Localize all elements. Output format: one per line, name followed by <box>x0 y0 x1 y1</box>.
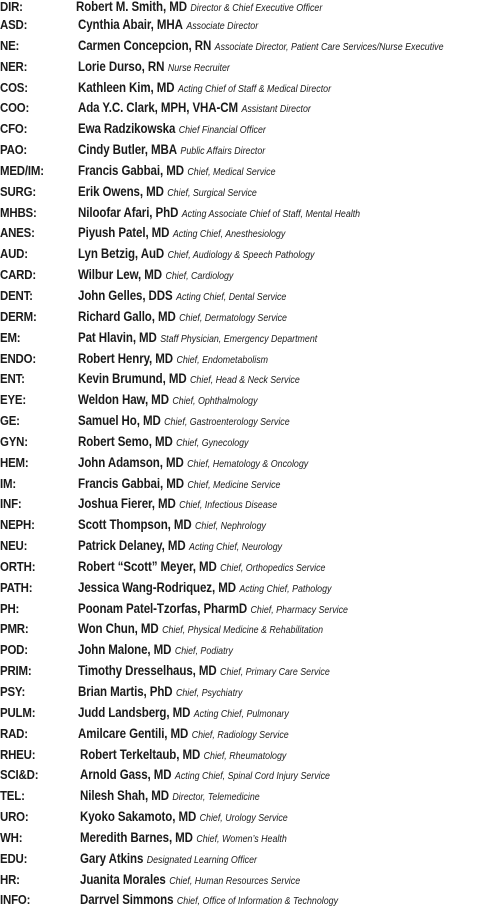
department-code: INF: <box>0 496 22 512</box>
staff-title: Chief, Women’s Health <box>196 833 287 845</box>
staff-title: Designated Learning Officer <box>146 854 257 866</box>
staff-title: Chief Financial Officer <box>178 125 266 137</box>
staff-name: Meredith Barnes, MD <box>80 829 193 845</box>
staff-entry <box>78 578 331 599</box>
staff-name: Samuel Ho, MD <box>78 413 161 429</box>
directory-row <box>0 578 498 599</box>
staff-entry <box>78 349 268 370</box>
staff-title: Chief, Endometabolism <box>176 354 269 366</box>
staff-entry <box>78 599 348 620</box>
staff-name: Won Chun, MD <box>78 621 159 637</box>
department-code: RAD: <box>0 725 28 741</box>
staff-entry <box>78 203 360 224</box>
directory-row <box>0 349 498 370</box>
staff-name: Kevin Brumund, MD <box>78 371 187 387</box>
staff-name: Arnold Gass, MD <box>80 767 172 783</box>
staff-title: Chief, Primary Care Service <box>220 667 330 679</box>
staff-name: Brian Martis, PhD <box>78 684 173 699</box>
department-code: PRIM: <box>0 663 32 679</box>
staff-title: Chief, Infectious Disease <box>179 500 278 512</box>
department-code: URO: <box>0 809 29 825</box>
staff-entry <box>78 286 286 307</box>
directory-row <box>0 307 498 328</box>
department-code: GE: <box>0 413 20 429</box>
directory-row <box>0 0 498 15</box>
department-code: SURG: <box>0 183 36 199</box>
staff-name: Robert Terkeltaub, MD <box>80 746 201 762</box>
department-code: ORTH: <box>0 558 36 574</box>
directory-row <box>0 161 498 182</box>
department-code: PMR: <box>0 621 29 637</box>
staff-title: Chief, Hematology & Oncology <box>187 458 309 470</box>
staff-title: Chief, Physical Medicine & Rehabilitation <box>162 625 324 637</box>
staff-title: Acting Chief, Pathology <box>239 583 332 595</box>
staff-entry <box>78 36 444 57</box>
staff-entry <box>78 619 323 640</box>
staff-name: Amilcare Gentili, MD <box>78 725 189 741</box>
directory-row <box>0 244 498 265</box>
department-code: NEU: <box>0 538 28 554</box>
staff-title: Associate Director, Patient Care Services/Nurse Executive <box>214 41 444 53</box>
staff-entry <box>78 223 285 244</box>
staff-entry <box>78 724 289 745</box>
staff-name: Gary Atkins <box>80 850 144 866</box>
staff-name: Kyoko Sakamoto, MD <box>80 809 197 825</box>
staff-entry <box>80 786 260 807</box>
staff-name: Timothy Dresselhaus, MD <box>78 663 217 679</box>
staff-entry <box>78 98 311 119</box>
directory-row <box>0 745 498 766</box>
staff-name: Juanita Morales <box>80 871 166 887</box>
department-code: MHBS: <box>0 204 37 220</box>
staff-name: John Gelles, DDS <box>78 287 173 303</box>
department-code: INFO: <box>0 892 31 908</box>
staff-title: Chief, Office of Information & Technology <box>176 896 339 908</box>
staff-entry <box>80 765 330 786</box>
directory-row <box>0 140 498 161</box>
staff-title: Associate Director <box>186 21 259 32</box>
staff-title: Chief, Dermatology Service <box>179 312 287 324</box>
staff-name: Robert Semo, MD <box>78 433 173 449</box>
staff-name: Cynthia Abair, MHA <box>78 17 183 32</box>
staff-title: Chief, Ophthalmology <box>172 396 258 408</box>
directory-row <box>0 682 498 703</box>
staff-entry <box>78 57 230 78</box>
staff-name: John Adamson, MD <box>78 454 184 470</box>
directory-row <box>0 474 498 495</box>
staff-title: Assistant Director <box>241 104 311 116</box>
staff-name: Carmen Concepcion, RN <box>78 37 212 53</box>
staff-name: Nilesh Shah, MD <box>80 788 169 804</box>
directory-row <box>0 828 498 849</box>
staff-entry <box>78 515 266 536</box>
directory-row <box>0 619 498 640</box>
staff-title: Chief, Orthopedics Service <box>220 562 326 574</box>
directory-row <box>0 640 498 661</box>
staff-entry <box>78 78 331 99</box>
department-code: EYE: <box>0 392 27 408</box>
staff-name: Poonam Patel-Tzorfas, PharmD <box>78 600 248 616</box>
staff-entry <box>78 682 242 703</box>
directory-row <box>0 515 498 536</box>
staff-title: Chief, Medicine Service <box>187 479 281 491</box>
staff-title: Chief, Nephrology <box>195 521 266 533</box>
department-code: NER: <box>0 58 28 74</box>
department-code: WH: <box>0 829 23 845</box>
directory-row <box>0 557 498 578</box>
staff-title: Chief, Rheumatology <box>203 750 287 762</box>
staff-entry <box>78 161 276 182</box>
directory-row <box>0 98 498 119</box>
staff-name: Richard Gallo, MD <box>78 308 176 324</box>
staff-entry <box>78 640 233 661</box>
department-code: AUD: <box>0 246 28 262</box>
directory-row <box>0 453 498 474</box>
staff-entry <box>78 432 248 453</box>
department-code: COO: <box>0 100 30 116</box>
department-code: HR: <box>0 871 20 887</box>
staff-entry <box>78 474 280 495</box>
directory-row <box>0 807 498 828</box>
staff-title: Chief, Gynecology <box>176 437 249 449</box>
staff-name: Pat Hlavin, MD <box>78 329 157 345</box>
staff-title: Acting Chief of Staff & Medical Director <box>177 83 332 95</box>
staff-name: Jessica Wang-Rodriquez, MD <box>78 579 236 595</box>
department-code: PSY: <box>0 684 26 699</box>
staff-title: Chief, Medical Service <box>187 166 276 178</box>
staff-entry <box>78 15 258 36</box>
department-code: CFO: <box>0 121 28 137</box>
staff-entry <box>78 328 317 349</box>
staff-title: Chief, Radiology Service <box>191 729 289 741</box>
staff-title: Director & Chief Executive Officer <box>190 3 323 14</box>
staff-entry <box>80 849 257 870</box>
department-code: DIR: <box>0 0 23 14</box>
directory-row <box>0 411 498 432</box>
staff-entry <box>78 265 233 286</box>
department-code: COS: <box>0 79 28 95</box>
staff-name: Erik Owens, MD <box>78 183 164 199</box>
directory-row <box>0 661 498 682</box>
directory-row <box>0 182 498 203</box>
department-code: EM: <box>0 329 21 345</box>
staff-entry <box>80 745 286 766</box>
staff-name: Piyush Patel, MD <box>78 225 170 241</box>
staff-entry <box>78 661 330 682</box>
staff-entry <box>78 703 289 724</box>
department-code: NE: <box>0 37 20 53</box>
staff-entry <box>78 182 257 203</box>
department-code: TEL: <box>0 788 25 804</box>
department-code: PAO: <box>0 142 28 158</box>
staff-name: Francis Gabbai, MD <box>78 475 184 491</box>
staff-name: Niloofar Afari, PhD <box>78 204 179 220</box>
directory-row <box>0 203 498 224</box>
directory-row <box>0 286 498 307</box>
directory-row <box>0 432 498 453</box>
staff-name: Wilbur Lew, MD <box>78 267 162 283</box>
staff-title: Chief, Human Resources Service <box>169 875 301 887</box>
staff-entry <box>78 244 314 265</box>
department-code: HEM: <box>0 454 29 470</box>
staff-name: Patrick Delaney, MD <box>78 538 186 554</box>
directory-row <box>0 78 498 99</box>
department-code: RHEU: <box>0 746 36 762</box>
directory-row <box>0 119 498 140</box>
staff-title: Nurse Recruiter <box>167 62 230 74</box>
department-code: POD: <box>0 642 28 658</box>
staff-name: Robert M. Smith, MD <box>76 0 187 14</box>
directory-row <box>0 494 498 515</box>
department-code: ENDO: <box>0 350 36 366</box>
directory-row <box>0 328 498 349</box>
staff-name: Scott Thompson, MD <box>78 517 192 533</box>
directory-row <box>0 786 498 807</box>
department-code: SCI&D: <box>0 767 39 783</box>
department-code: PH: <box>0 600 20 616</box>
directory-row <box>0 57 498 78</box>
staff-entry <box>78 119 266 140</box>
directory-row <box>0 223 498 244</box>
department-code: MED/IM: <box>0 162 44 178</box>
staff-name: Joshua Fierer, MD <box>78 496 176 512</box>
staff-entry <box>76 0 322 15</box>
staff-entry <box>78 307 287 328</box>
staff-title: Acting Chief, Anesthesiology <box>172 229 286 241</box>
department-code: ENT: <box>0 371 25 387</box>
staff-entry <box>78 536 282 557</box>
staff-title: Acting Chief, Spinal Cord Injury Service <box>174 771 330 783</box>
directory-row <box>0 765 498 786</box>
staff-name: Ada Y.C. Clark, MPH, VHA-CM <box>78 100 239 116</box>
staff-name: Ewa Radzikowska <box>78 121 176 137</box>
staff-name: Judd Landsberg, MD <box>78 704 191 720</box>
directory-row <box>0 703 498 724</box>
department-code: ANES: <box>0 225 35 241</box>
staff-title: Chief, Urology Service <box>199 813 288 825</box>
staff-title: Director, Telemedicine <box>172 792 260 804</box>
staff-title: Acting Chief, Dental Service <box>176 291 287 303</box>
department-code: PATH: <box>0 579 33 595</box>
directory-row <box>0 36 498 57</box>
staff-title: Chief, Pharmacy Service <box>250 604 348 616</box>
department-code: EDU: <box>0 850 28 866</box>
directory-row <box>0 849 498 870</box>
staff-name: Darrvel Simmons <box>80 892 174 908</box>
department-code: NEPH: <box>0 517 35 533</box>
staff-name: Cindy Butler, MBA <box>78 142 177 158</box>
staff-entry <box>78 369 300 390</box>
staff-title: Acting Chief, Pulmonary <box>193 708 289 720</box>
staff-title: Acting Associate Chief of Staff, Mental Health <box>181 208 361 220</box>
staff-title: Chief, Psychiatry <box>175 688 243 699</box>
staff-name: Weldon Haw, MD <box>78 392 169 408</box>
directory-row <box>0 724 498 745</box>
directory-row <box>0 599 498 620</box>
directory-row <box>0 369 498 390</box>
staff-title: Chief, Cardiology <box>165 271 234 283</box>
staff-title: Acting Chief, Neurology <box>189 542 283 554</box>
directory-row <box>0 15 498 36</box>
staff-name: Kathleen Kim, MD <box>78 79 175 95</box>
staff-name: John Malone, MD <box>78 642 172 658</box>
staff-entry <box>78 390 258 411</box>
staff-title: Chief, Head & Neck Service <box>190 375 300 387</box>
staff-name: Francis Gabbai, MD <box>78 162 184 178</box>
staff-title: Chief, Surgical Service <box>167 187 257 199</box>
department-code: ASD: <box>0 17 28 32</box>
staff-title: Chief, Audiology & Speech Pathology <box>167 250 315 262</box>
staff-title: Chief, Podiatry <box>174 646 233 658</box>
staff-entry <box>78 453 308 474</box>
staff-entry <box>78 140 265 161</box>
department-code: DERM: <box>0 308 37 324</box>
staff-title: Chief, Gastroenterology Service <box>164 417 290 429</box>
staff-name: Lorie Durso, RN <box>78 58 165 74</box>
staff-title: Public Affairs Director <box>180 146 266 158</box>
directory-row <box>0 265 498 286</box>
department-code: GYN: <box>0 433 28 449</box>
staff-entry <box>78 494 277 515</box>
staff-name: Lyn Betzig, AuD <box>78 246 165 262</box>
directory-row <box>0 536 498 557</box>
department-code: IM: <box>0 475 16 491</box>
department-code: DENT: <box>0 287 33 303</box>
staff-entry <box>80 870 300 891</box>
directory-row <box>0 390 498 411</box>
staff-entry <box>80 828 287 849</box>
staff-entry <box>78 411 290 432</box>
staff-title: Staff Physician, Emergency Department <box>160 333 318 345</box>
staff-name: Robert Henry, MD <box>78 350 174 366</box>
staff-entry <box>78 557 325 578</box>
directory-row <box>0 870 498 891</box>
staff-name: Robert “Scott” Meyer, MD <box>78 558 217 574</box>
department-code: CARD: <box>0 267 36 283</box>
staff-entry <box>80 807 288 828</box>
department-code: PULM: <box>0 704 36 720</box>
